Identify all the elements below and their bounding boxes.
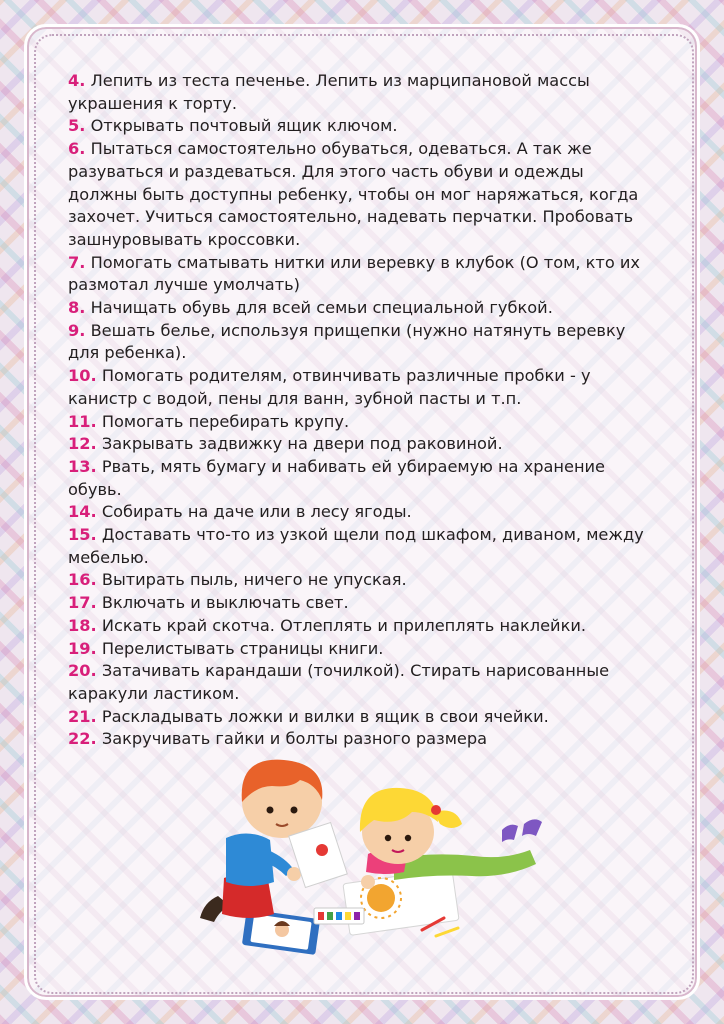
- list-item: [68, 320, 658, 365]
- item-text: Начищать обувь для всей семьи специальной губкой.: [85, 298, 553, 318]
- item-text: Перелистывать страницы книги.: [96, 638, 384, 658]
- item-number: 6.: [68, 139, 86, 159]
- item-text: Включать и выключать свет.: [96, 593, 349, 613]
- item-number: 16.: [68, 570, 97, 590]
- list-item: [68, 524, 658, 569]
- item-text: Собирать на даче или в лесу ягоды.: [96, 502, 412, 522]
- list-item: [68, 138, 658, 252]
- item-text: Вытирать пыль, ничего не упуская.: [96, 570, 407, 590]
- list-item: [68, 365, 658, 410]
- item-text: Пытаться самостоятельно обуваться, одеваться. А так же разуваться и раздеваться. Для этого часть обуви и одежды должны быть доступны ребенку, чтобы он мог наряжаться, когда захочет. Учиться самостоятельно, надевать перчатки. Пробовать зашнуровывать кроссовки.: [68, 139, 639, 249]
- item-number: 21.: [68, 706, 97, 726]
- item-number: 14.: [68, 502, 97, 522]
- item-number: 8.: [68, 298, 86, 318]
- boy-figure: [200, 760, 347, 922]
- item-number: 18.: [68, 615, 97, 635]
- item-text: Раскладывать ложки и вилки в ящик в свои ячейки.: [96, 706, 549, 726]
- item-text: Закрывать задвижку на двери под раковиной.: [96, 434, 503, 454]
- list-item: [68, 252, 658, 297]
- list-item: [68, 433, 658, 456]
- item-text: Рвать, мять бумагу и набивать ей убираемую на хранение обувь.: [68, 456, 606, 499]
- list-item: [68, 411, 658, 434]
- boy-head: [242, 760, 323, 838]
- item-number: 22.: [68, 729, 97, 749]
- item-text: Помогать перебирать крупу.: [96, 411, 350, 431]
- item-text: Доставать что-то из узкой щели под шкафом, диваном, между мебелью.: [68, 525, 644, 567]
- list-item: [68, 569, 658, 592]
- item-number: 10.: [68, 366, 97, 386]
- item-text: Помогать родителям, отвинчивать различные пробки - у канистр с водой, пены для ванн, зубной пасты и т.п.: [68, 366, 591, 408]
- list-item: [68, 115, 658, 138]
- list-item: [68, 501, 658, 524]
- girl-figure: [360, 788, 542, 889]
- activity-list: [68, 70, 658, 751]
- item-text: Вешать белье, используя прищепки (нужно натянуть веревку для ребенка).: [68, 320, 626, 363]
- girl-head: [360, 788, 462, 864]
- item-number: 4.: [68, 71, 86, 90]
- item-number: 13.: [68, 456, 97, 476]
- item-text: Лепить из теста печенье. Лепить из марципановой массы украшения к торту.: [68, 71, 590, 113]
- list-item: [68, 660, 658, 705]
- list-item: [68, 297, 658, 320]
- item-number: 17.: [68, 593, 97, 613]
- item-number: 5.: [68, 116, 86, 136]
- item-number: 15.: [68, 525, 97, 545]
- item-number: 11.: [68, 411, 97, 431]
- list-item: [68, 70, 658, 115]
- list-item: [68, 728, 658, 751]
- item-text: Закручивать гайки и болты разного размера: [96, 729, 488, 749]
- list-item: [68, 592, 658, 615]
- list-item: [68, 615, 658, 638]
- item-text: Открывать почтовый ящик ключом.: [85, 116, 398, 136]
- item-text: Искать край скотча. Отлеплять и прилеплять наклейки.: [96, 615, 587, 635]
- list-item: [68, 638, 658, 661]
- item-number: 7.: [68, 252, 86, 272]
- children-drawing-illustration: [196, 758, 556, 958]
- item-number: 12.: [68, 434, 97, 454]
- item-number: 20.: [68, 661, 97, 681]
- list-item: [68, 456, 658, 501]
- list-item: [68, 706, 658, 729]
- item-text: Затачивать карандаши (точилкой). Стирать нарисованные каракули ластиком.: [68, 661, 610, 703]
- item-number: 19.: [68, 638, 97, 658]
- item-text: Помогать сматывать нитки или веревку в клубок (О том, кто их размотал лучше умолчать): [68, 252, 640, 295]
- item-number: 9.: [68, 320, 86, 340]
